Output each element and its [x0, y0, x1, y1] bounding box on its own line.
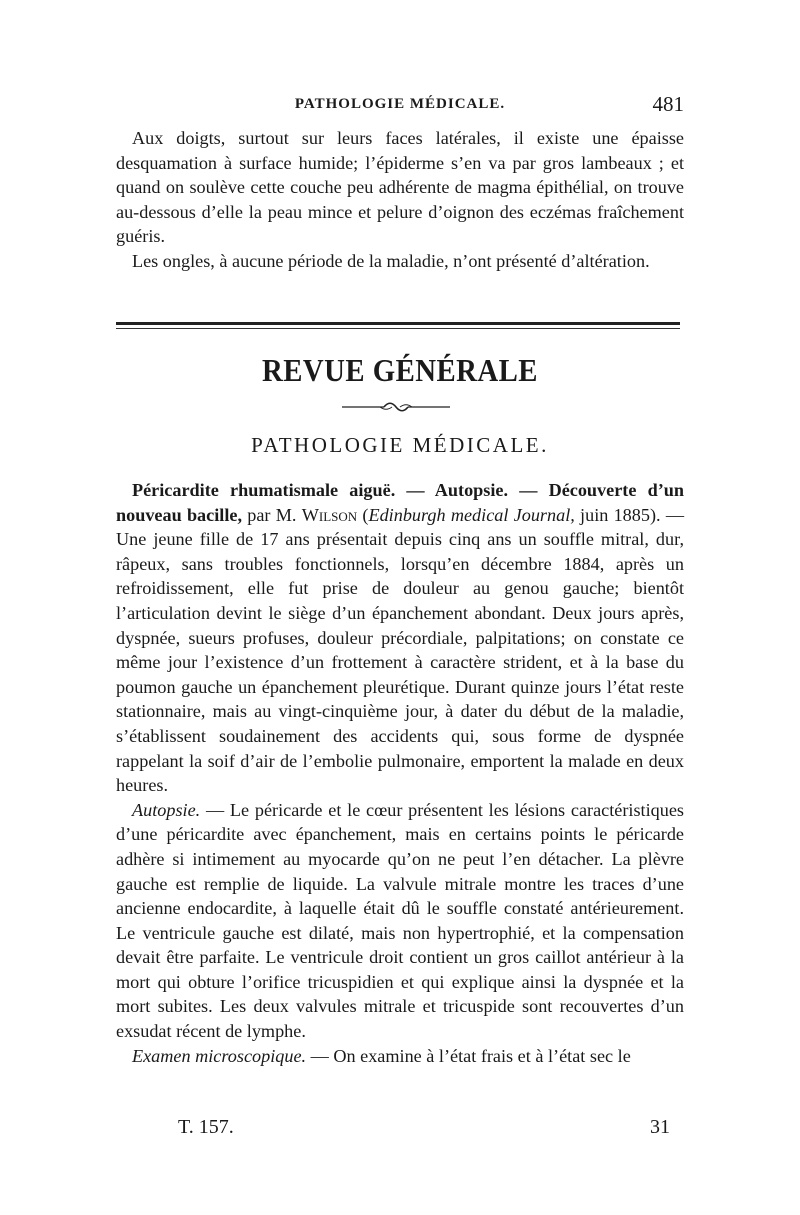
paragraph: Les ongles, à aucune période de la maladie, n’ont présenté d’altération. — [132, 250, 650, 271]
subsection-title: PATHOLOGIE MÉDICALE. — [251, 433, 549, 457]
article-heading: Péricardite rhumatismale aiguë. — Autopsie. — Découverte d’un nouveau bacille, — [116, 480, 684, 525]
journal-date: juin 1885). — [574, 504, 661, 525]
footer-volume: T. 157. — [178, 1116, 234, 1138]
divider-thin-rule — [116, 328, 680, 329]
divider-thick-rule — [116, 322, 680, 325]
autopsy-label: Autopsie. — [132, 799, 201, 820]
footer-signature: 31 — [650, 1116, 670, 1138]
paragraph: Aux doigts, surtout sur leurs faces latérales, il existe une épaisse desquamation à surface humide; l’épiderme s’en va par gros lambeaux ; et quand on soulève cette couche peu adhérente de magma épithélial, on trouve au-dessous d’elle la peau mince et pelure d’oignon des eczémas fraîchement guéris. — [116, 128, 684, 247]
article-author: Wilson — [301, 504, 358, 525]
autopsy-paragraph — [116, 798, 684, 1044]
running-title: PATHOLOGIE MÉDICALE. — [294, 96, 506, 112]
exam-paragraph — [116, 1044, 684, 1069]
section-title: REVUE GÉNÉRALE — [262, 352, 538, 388]
intro-text: — Une jeune fille de 17 ans présentait depuis cinq ans un souffle mitral, dur, râpeux, sans troubles fonctionnels, lorsqu’en décembre 1884, après un refroidissement, elle fut prise de douleur au genou gauche; bientôt l’articulation devint le siège d’un épanchement abondant. Deux jours après, dyspnée, sueurs profuses, douleur précordiale, palpitations; on constate ce même jour l’existence d’un frottement à caractère strident, et à la base du poumon gauche un épanchement pleurétique. Durant quinze jours l’état reste stationnaire, mais au vingt-cinquième jour, à dater du début de la maladie, s’établissent soudainement des accidents qui, sous forme de dyspnée rappelant la soif d’air de l’embolie pulmonaire, emportent la malade en deux heures. — [116, 504, 685, 796]
journal-paren: ( — [357, 504, 369, 525]
section-divider — [116, 322, 680, 329]
autopsy-text: — Le péricarde et le cœur présentent les lésions caractéristiques d’une péricardite avec épanchement, mais en certains points le péricarde adhère si intimement au myocarde qu’on ne peut l’en détacher. La plèvre gauche est remplie de liquide. La valvule mitrale montre les traces d’une ancienne endocardite, à laquelle était dû le souffle constaté antérieurement. Le ventricule gauche est dilaté, mais non hypertrophié, et la compensation devait être parfaite. Le ventricule droit contient un gros caillot antérieur à la mort qui obture l’orifice tricuspidien et qui explique ainsi la dyspnée et la mort subites. Les deux valvules mitrale et tricuspide sont recouvertes d’un exsudat récent de lymphe. — [116, 799, 684, 1042]
ornament-svg — [340, 399, 452, 413]
ornament-rule-icon — [340, 398, 452, 412]
exam-text: — On examine à l’état frais et à l’état sec le — [306, 1045, 631, 1066]
article-byline: par M. — [242, 504, 302, 525]
journal-title: Edinburgh medical Journal, — [368, 504, 575, 525]
running-head — [116, 92, 684, 120]
article — [116, 478, 684, 1068]
previous-article — [116, 126, 684, 274]
article-intro-paragraph — [116, 478, 684, 798]
exam-label: Examen microscopique. — [132, 1045, 307, 1066]
page-number: 481 — [652, 92, 684, 116]
page-footer — [116, 1116, 684, 1142]
